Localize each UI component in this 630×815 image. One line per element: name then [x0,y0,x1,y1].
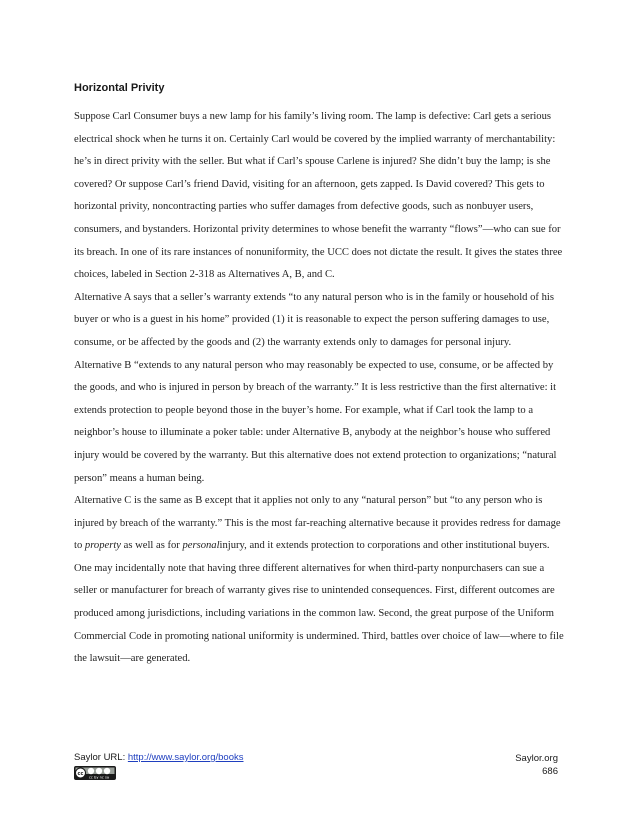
paragraph-text: Alternative A says that a seller’s warranty extends “to any natural person who is in the family or household of his buyer or who is a guest in his home” provided (1) it is reasonable to expect the person suffering damages to use, consume, or be affected by the goods and (2) the warranty extends only to damages for personal injury. [74,291,554,348]
footer-source-link[interactable]: http://www.saylor.org/books [127,752,244,763]
emphasis-personal: personal [182,540,220,552]
paragraph-text: as well as for [120,540,183,552]
paragraph-text: Alternative C is the same as B except that it applies not only to any “natural person” but “to any person who is injured by breach of the warranty.” This is the most far-reaching alternative because it provides redress for damage to [74,495,561,552]
footer-source-label: Saylor URL: [74,752,128,763]
svg-text:cc: cc [77,771,84,777]
paragraph-text: One may incidentally note that having three different alternatives for when third-party nonpurchasers can sue a seller or manufacturer for breach of warranty gives rise to unintended consequences. First, different outcomes are produced among jurisdictions, including variations in the common law. Second, the great purpose of the Uniform Commercial Code in promoting national uniformity is undermined. Third, battles over choice of law—where to file the lawsuit—are generated. [74,562,564,665]
paragraph-text: injury, and it extends protection to corporations and other institutional buyers. [219,540,550,552]
paragraph-text: Suppose Carl Consumer buys a new lamp for his family’s living room. The lamp is defective: Carl gets a serious electrical shock when he turns it on. Certainly Carl would be covered by the implied warranty of merchantability: he’s in direct privity with the seller. But what if Carl’s spouse Carlene is injured? She didn’t buy the lamp; is she covered? Or suppose Carl’s friend David, visiting for an afternoon, gets zapped. Is David covered? This gets to horizontal privity, noncontracting parties who suffer damages from defective goods, such as nonbuyer users, consumers, and bystanders. Horizontal privity determines to whose benefit the warranty “flows”—who can sue for its breach. In one of its rare instances of nonuniformity, the UCC does not dictate the result. It gives the states three choices, labeled in Section 2-318 as Alternatives A, B, and C. [74,111,563,281]
footer-page-info [515,752,558,778]
paragraph-alternative-c [74,490,564,558]
paragraph-consequences [74,558,564,671]
footer-site: Saylor.org [515,753,558,764]
paragraph-alternative-a [74,287,564,355]
paragraph-text: Alternative B “extends to any natural person who may reasonably be expected to use, consume, or be affected by the goods, and who is injured in person by breach of the warranty.” It is less restrictive than the first alternative: it extends protection to people beyond those in the buyer’s home. For example, what if Carl took the lamp to a neighbor’s house to illuminate a poker table: under Alternative B, anybody at the neighbor’s house who suffered injury would be covered by the warranty. But this alternative does not extend protection to organizations; “natural person” means a human being. [74,359,557,484]
footer-page-number: 686 [542,766,558,777]
footer-source [74,752,244,763]
paragraph-alternative-b [74,355,564,491]
page-content [74,80,564,671]
license-badge-text: cc by nc sa [88,775,110,780]
paragraph-intro [74,106,564,287]
section-heading: Horizontal Privity [74,82,165,94]
emphasis-property: property [84,540,121,552]
creative-commons-license-icon [74,766,116,780]
